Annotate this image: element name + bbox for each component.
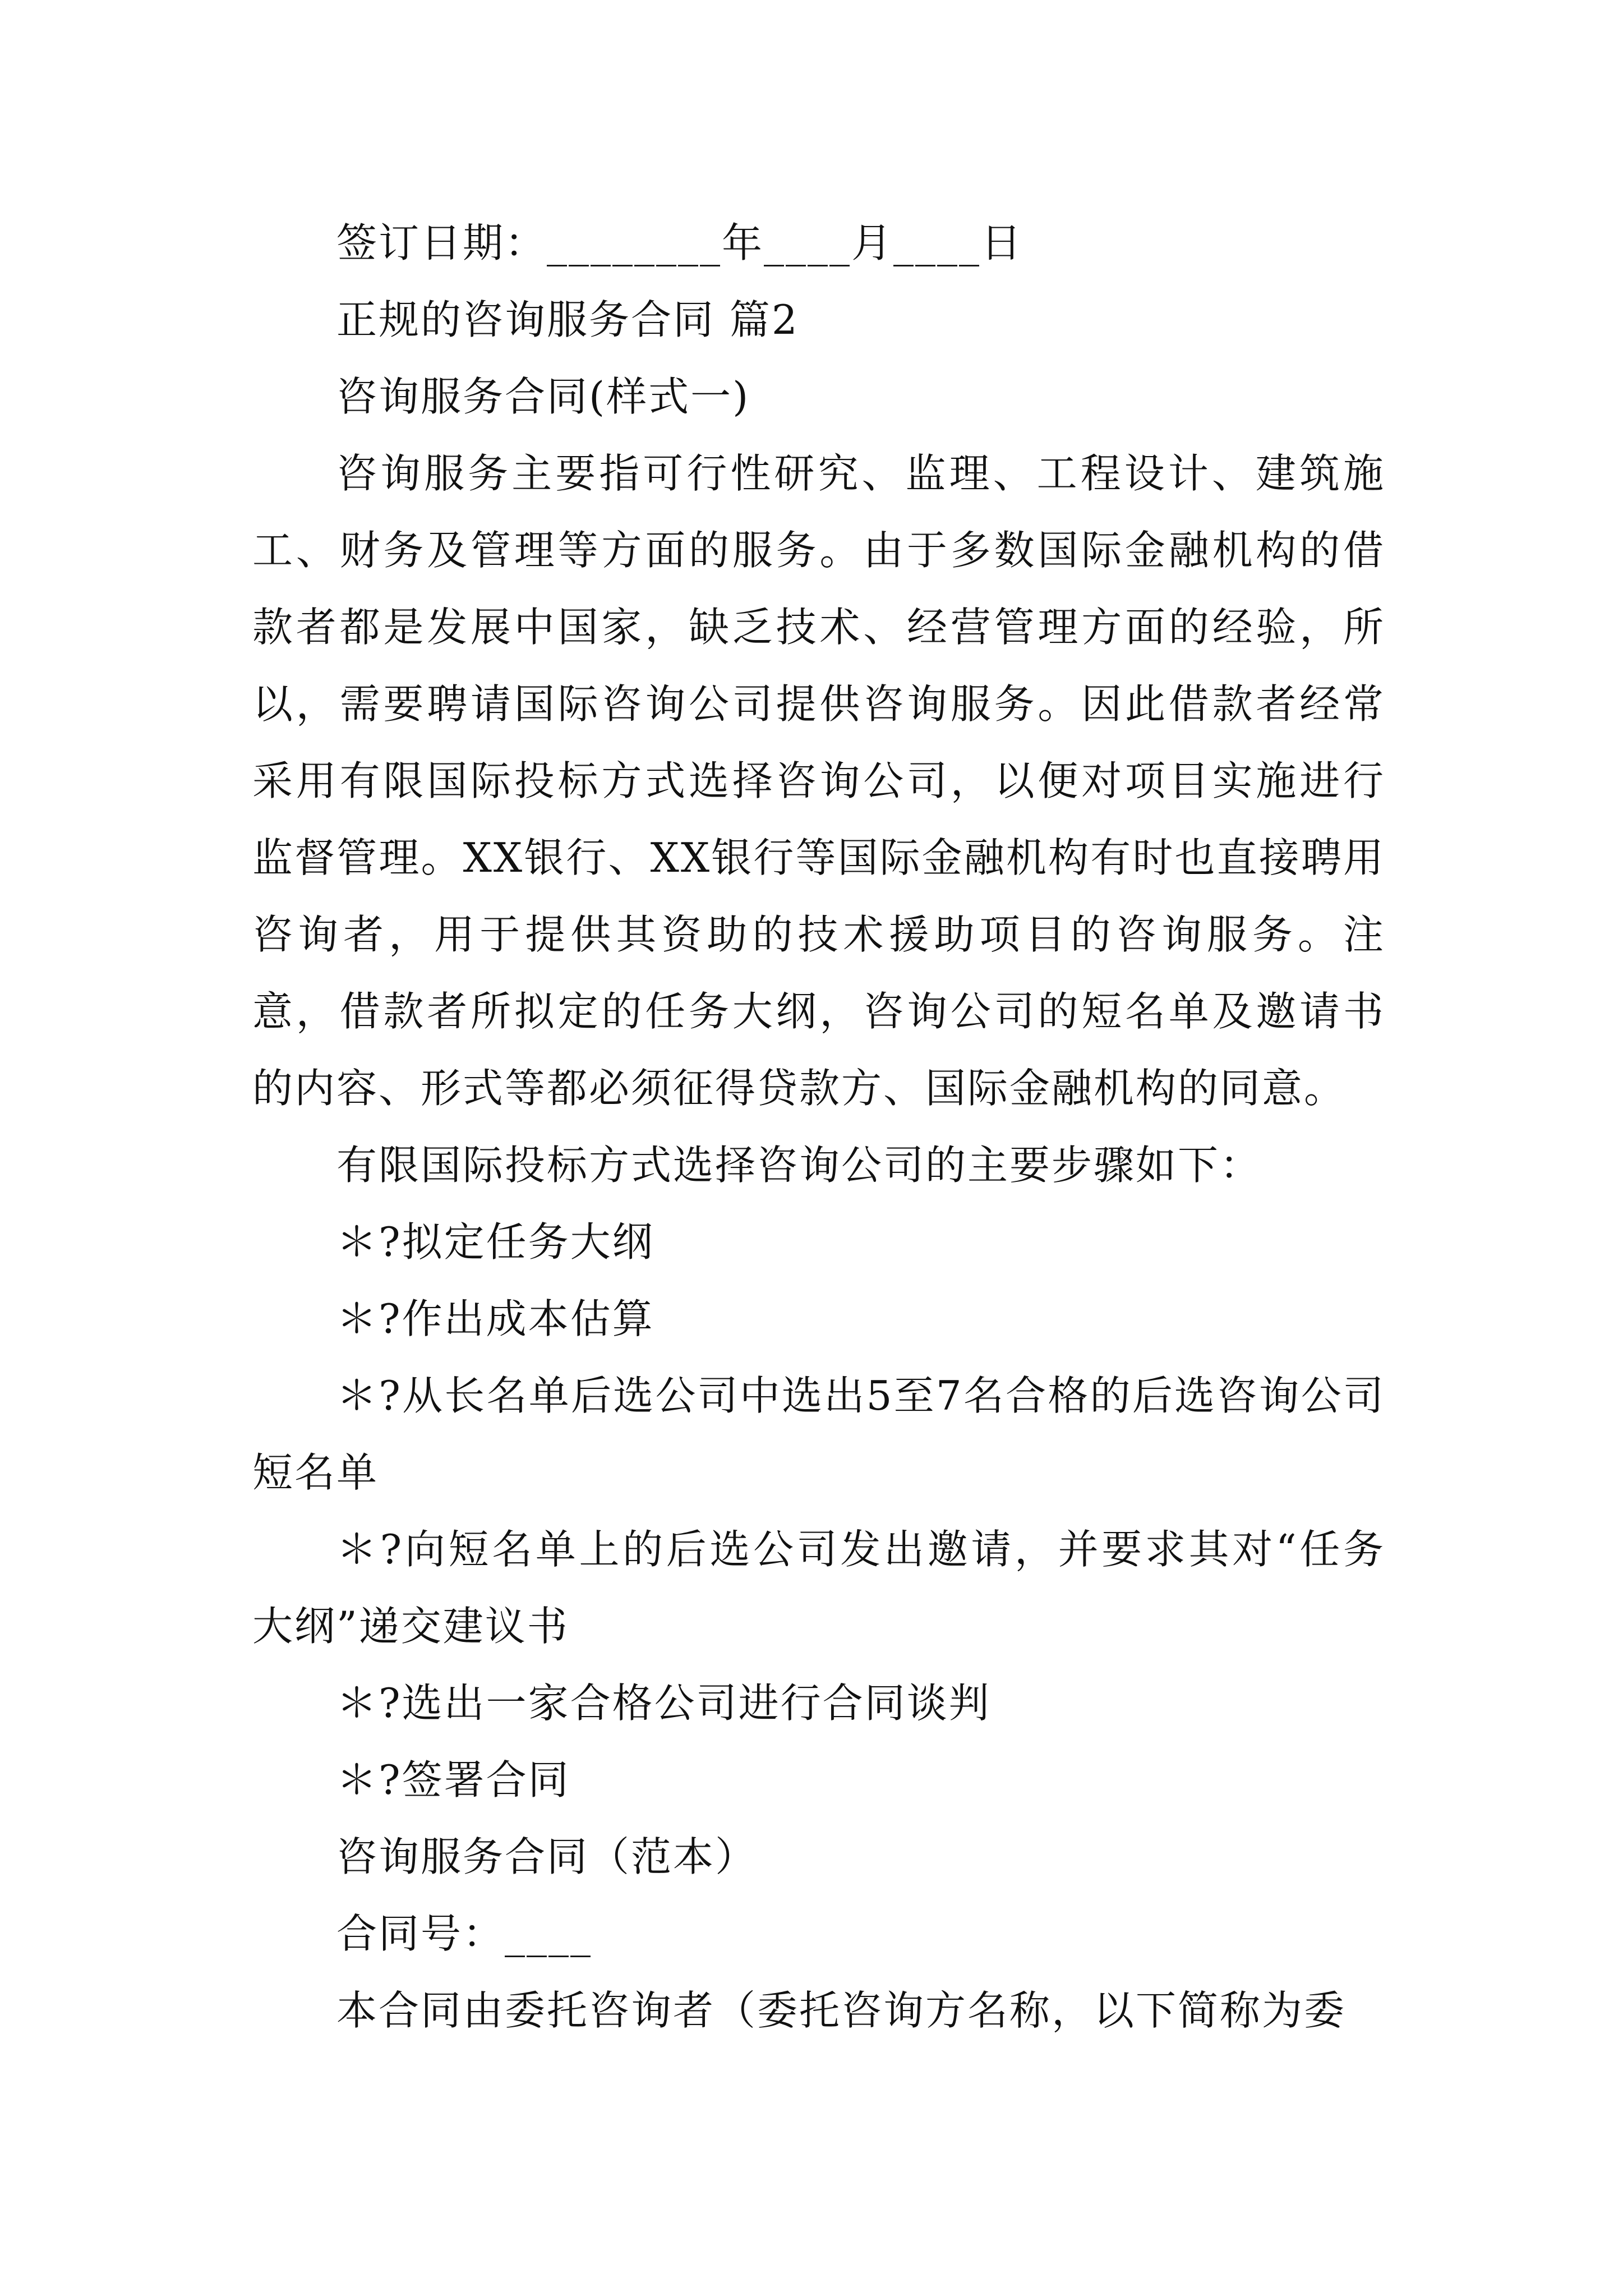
step-item: ＊?拟定任务大纲 [336, 1218, 654, 1266]
step-item: ＊?签署合同 [336, 1756, 570, 1803]
steps-heading: 有限国际投标方式选择咨询公司的主要步骤如下： [336, 1142, 1262, 1189]
section-title: 正规的咨询服务合同 篇2 [336, 296, 799, 343]
signing-date-line: 签订日期：________年____月____日 [336, 219, 1023, 266]
step-item: ＊?选出一家合格公司进行合同谈判 [336, 1680, 991, 1727]
step-item: ＊?向短名单上的后选公司发出邀请，并要求其对“任务大纲”递交建议书 [252, 1526, 1385, 1650]
form-title: 咨询服务合同(样式一) [336, 373, 750, 420]
sample-title: 咨询服务合同（范本） [336, 1833, 758, 1880]
contract-number-line: 合同号：____ [336, 1910, 593, 1957]
step-item: ＊?从长名单后选公司中选出5至7名合格的后选咨询公司短名单 [252, 1372, 1385, 1496]
step-item: ＊?作出成本估算 [336, 1295, 654, 1342]
contract-opening-line: 本合同由委托咨询者（委托咨询方名称，以下简称为委 [336, 1987, 1347, 2034]
intro-paragraph: 咨询服务主要指可行性研究、监理、工程设计、建筑施工、财务及管理等方面的服务。由于多数国际金融机构的借款者都是发展中国家，缺乏技术、经营管理方面的经验，所以，需要聘请国际咨询公司提供咨询服务。因此借款者经常采用有限国际投标方式选择咨询公司，以便对项目实施进行监督管理。XX银行、XX银行等国际金融机构有时也直接聘用咨询者，用于提供其资助的技术援助项目的咨询服务。注意，借款者所拟定的任务大纲，咨询公司的短名单及邀请书的内容、形式等都必须征得贷款方、国际金融机构的同意。 [252, 450, 1385, 1112]
document-body [252, 205, 1385, 2049]
